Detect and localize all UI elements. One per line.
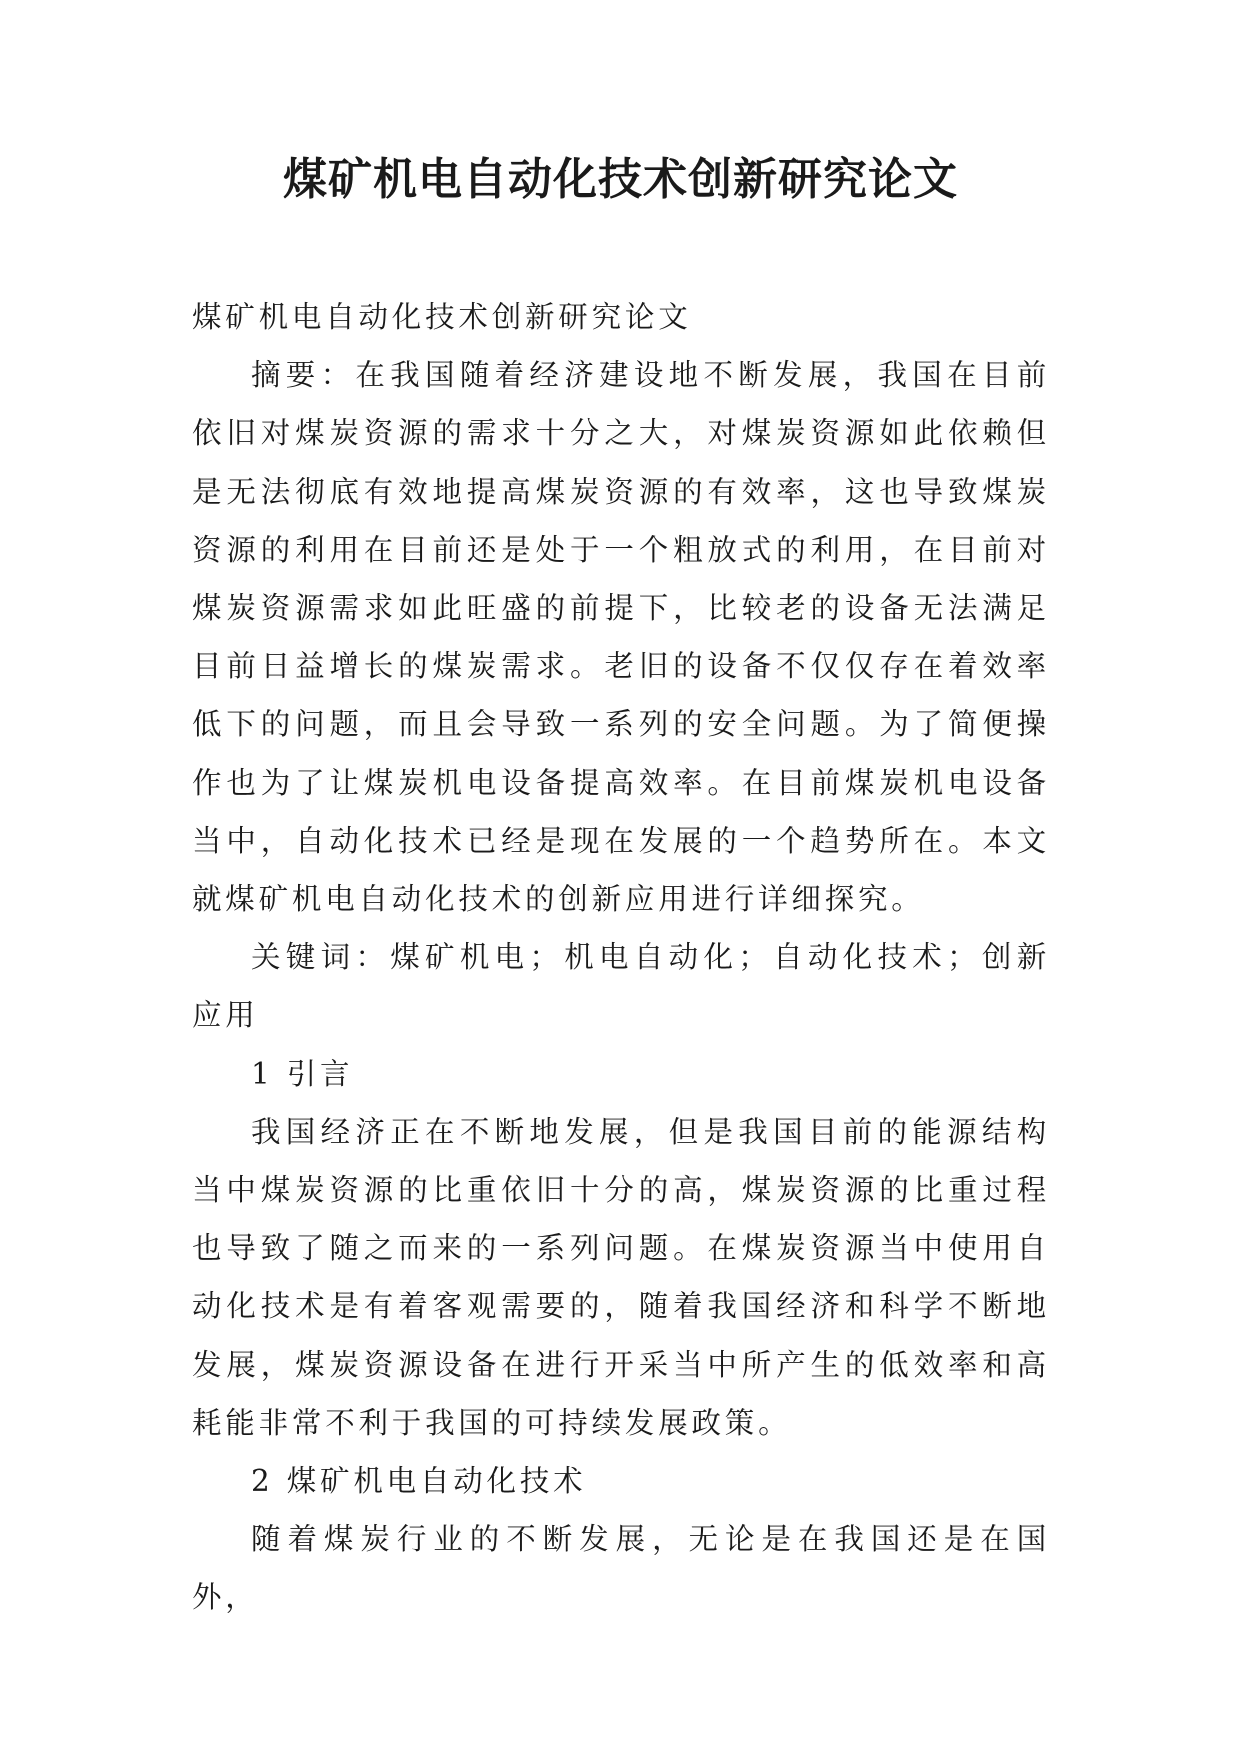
paragraph-heading-repeat: 煤矿机电自动化技术创新研究论文 [192, 300, 692, 334]
document-body [192, 288, 1050, 1627]
paragraph-abstract: 摘要：在我国随着经济建设地不断发展，我国在目前依旧对煤炭资源的需求十分之大，对煤炭资源如此依赖但是无法彻底有效地提高煤炭资源的有效率，这也导致煤炭资源的利用在目前还是处于一个粗放式的利用，在目前对煤炭资源需求如此旺盛的前提下，比较老的设备无法满足目前日益增长的煤炭需求。老旧的设备不仅仅存在着效率低下的问题，而且会导致一系列的安全问题。为了简便操作也为了让煤炭机电设备提高效率。在目前煤炭机电设备当中，自动化技术已经是现在发展的一个趋势所在。本文就煤矿机电自动化技术的创新应用进行详细探究。 [192, 358, 1050, 917]
section-heading-introduction: 1 引言 [251, 1056, 354, 1091]
paragraph-automation: 随着煤炭行业的不断发展，无论是在我国还是在国外， [192, 1522, 1050, 1615]
section-heading-automation: 2 煤矿机电自动化技术 [251, 1464, 587, 1499]
document-title: 煤矿机电自动化技术创新研究论文 [283, 154, 958, 205]
paragraph-introduction: 我国经济正在不断地发展，但是我国目前的能源结构当中煤炭资源的比重依旧十分的高，煤炭资源的比重过程也导致了随之而来的一系列问题。在煤炭资源当中使用自动化技术是有着客观需要的，随着我国经济和科学不断地发展，煤炭资源设备在进行开采当中所产生的低效率和高耗能非常不利于我国的可持续发展政策。 [192, 1114, 1050, 1440]
paragraph-keywords: 关键词：煤矿机电；机电自动化；自动化技术；创新应用 [192, 940, 1050, 1033]
